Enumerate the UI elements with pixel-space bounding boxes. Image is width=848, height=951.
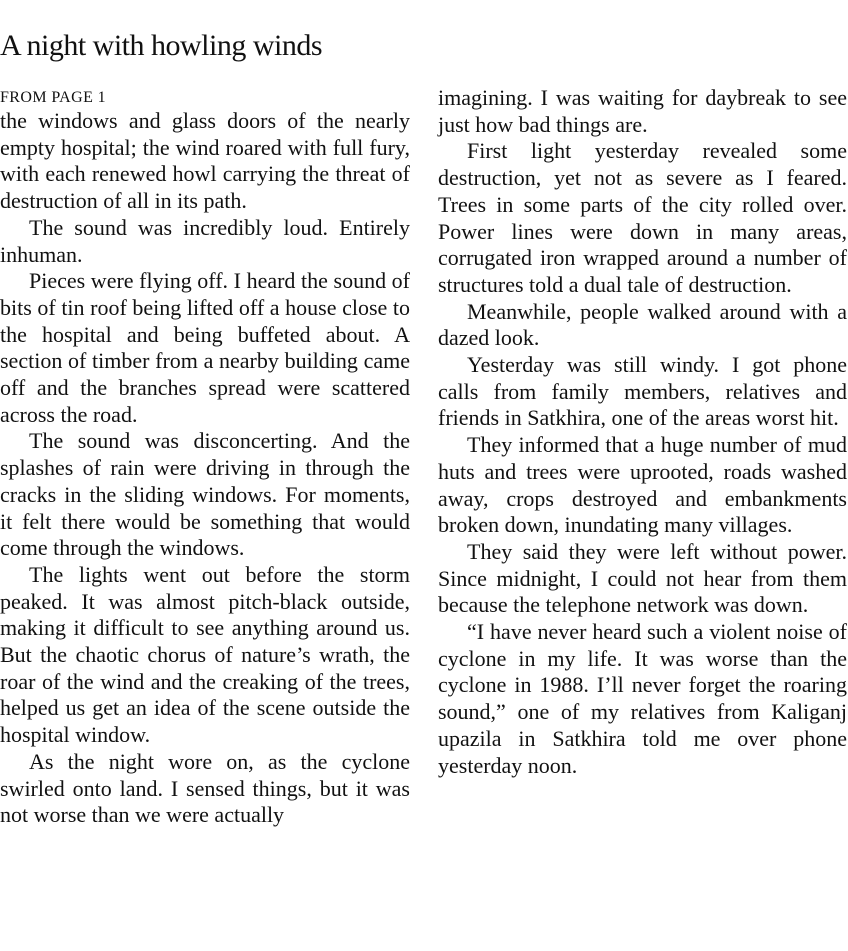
article-column-left — [0, 88, 410, 829]
article-paragraph: They informed that a huge number of mud huts and trees were uprooted, roads washed away, crops destroyed and embankments broken down, inundating many villages. — [438, 432, 847, 538]
article-paragraph: imagining. I was waiting for daybreak to see just how bad things are. — [438, 85, 847, 137]
article-paragraph: The sound was incredibly loud. Entirely inhuman. — [0, 214, 410, 267]
article-paragraph: They said they were left without power. Since midnight, I could not hear from them because the telephone network was down. — [438, 538, 847, 618]
article-paragraph: The sound was disconcerting. And the splashes of rain were driving in through the cracks in the sliding windows. For moments, it felt there would be something that would come through the windows. — [0, 428, 410, 561]
article-column-right — [438, 85, 847, 779]
article-paragraph: “I have never heard such a violent noise of cyclone in my life. It was worse than the cyclone in 1988. I’ll never forget the roaring sound,” one of my relatives from Kaliganj upazila in Satkhira told me over phone yesterday noon. — [438, 619, 847, 778]
jump-line: FROM PAGE 1 — [0, 89, 107, 106]
article-paragraph: As the night wore on, as the cyclone swirled onto land. I sensed things, but it was not worse than we were actually — [0, 748, 410, 828]
headline: A night with howling winds — [0, 29, 323, 62]
article-paragraph: the windows and glass doors of the nearly empty hospital; the wind roared with full fury, with each renewed howl carrying the threat of destruction of all in its path. — [0, 108, 410, 214]
article-paragraph: Pieces were flying off. I heard the sound of bits of tin roof being lifted off a house close to the hospital and being buffeted about. A section of timber from a nearby building came off and the branches spread were scattered across the road. — [0, 268, 410, 427]
article-paragraph: Meanwhile, people walked around with a dazed look. — [438, 298, 847, 351]
article-paragraph: Yesterday was still windy. I got phone calls from family members, relatives and friends in Satkhira, one of the areas worst hit. — [438, 352, 847, 431]
article-paragraph: The lights went out before the storm peaked. It was almost pitch-black outside, making it difficult to see anything around us. But the chaotic chorus of nature’s wrath, the roar of the wind and the creaking of the trees, helped us get an idea of the scene outside the hospital window. — [0, 561, 410, 748]
article-paragraph: First light yesterday revealed some destruction, yet not as severe as I feared. Trees in some parts of the city rolled over. Power lines were down in many areas, corrugated iron wrapped around a number of structures told a dual tale of destruction. — [438, 138, 847, 297]
